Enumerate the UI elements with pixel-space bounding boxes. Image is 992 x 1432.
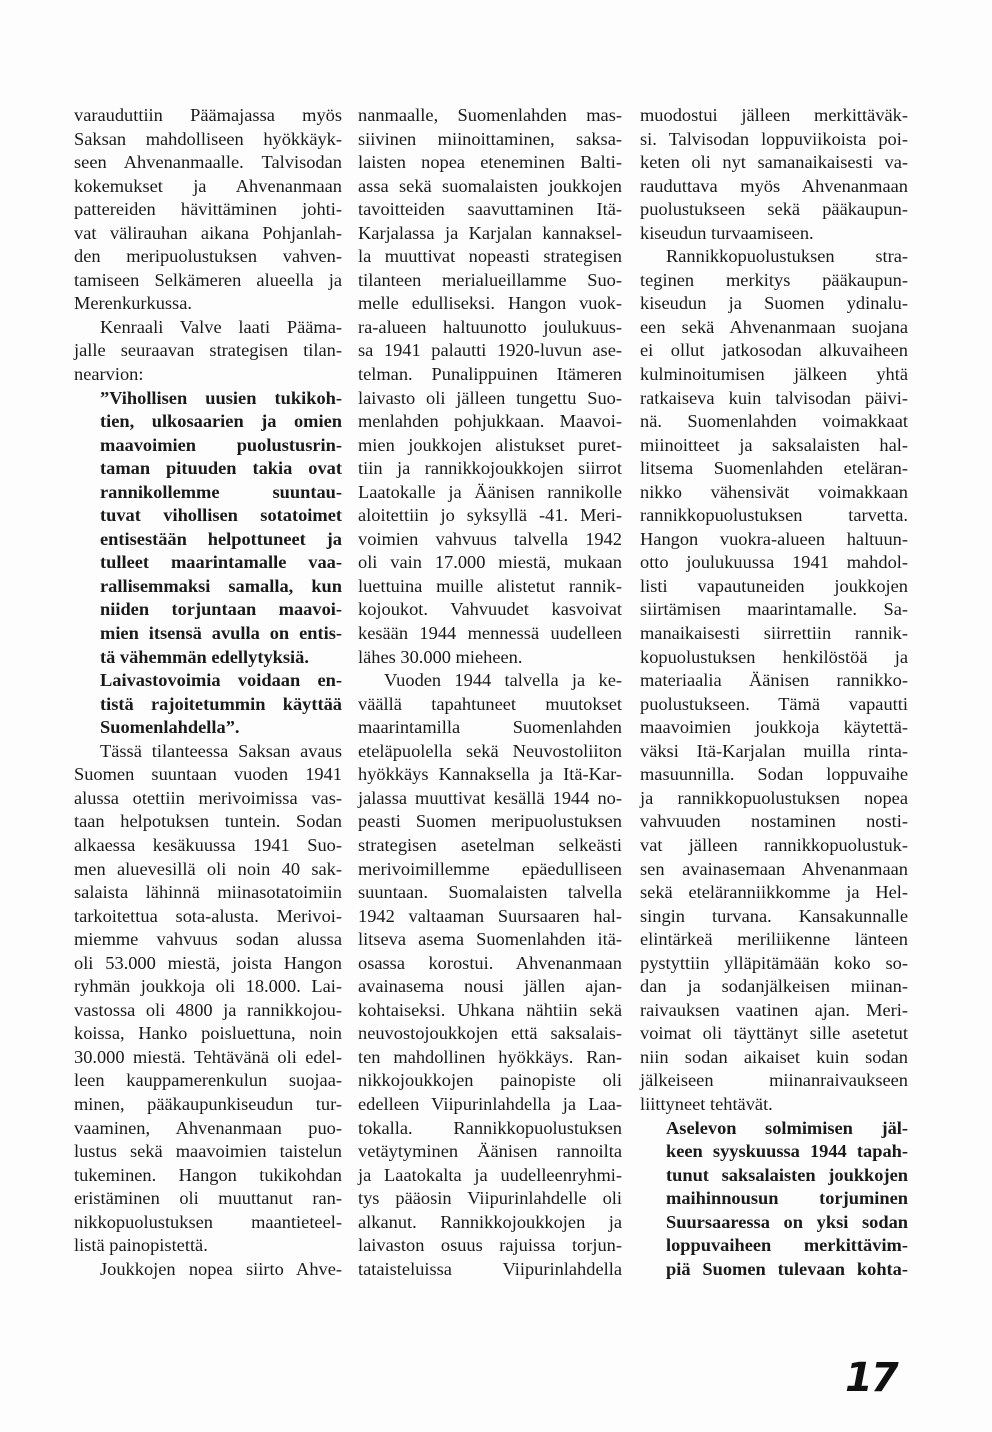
text-line: Merenkurkussa. <box>74 293 192 314</box>
text-line: luettuina muille alistetut rannik- <box>358 575 622 596</box>
text-line: tys pääosin Viipurinlahdelle oli <box>358 1188 622 1209</box>
text-line: tamiseen Selkämeren alueella ja <box>74 269 342 290</box>
text-line: tulleet maarintamalle vaa- <box>100 552 342 573</box>
text-line: kohtaiseksi. Uhkana nähtiin sekä <box>358 999 622 1020</box>
text-line: pystyttiin ylläpitämään koko so- <box>640 952 908 973</box>
text-line: niin sodan aikaiset kuin sodan <box>640 1046 908 1067</box>
text-line: raivauksen vaatinen ajan. Meri- <box>640 999 908 1020</box>
text-line: taan helpotuksen tuntein. Sodan <box>74 811 342 832</box>
text-line: Kenraali Valve laati Pääma- <box>100 316 342 337</box>
text-line: Suursaaressa on yksi sodan <box>666 1211 908 1232</box>
text-line: Laivastovoimia voidaan en- <box>100 670 342 691</box>
text-line: muodostui jälleen merkittäväk- <box>640 105 908 125</box>
text-line: jälkeiseen miinanraivaukseen <box>640 1070 908 1091</box>
text-line: assa sekä suomalaisten joukkojen <box>358 175 622 196</box>
text-line: si. Talvisodan loppuviikoista poi- <box>640 128 908 149</box>
text-line: vahvuuden nostaminen nosti- <box>640 811 908 832</box>
text-line: tä vähemmän edellytyksiä. <box>100 646 309 667</box>
text-line: oli vain 17.000 miestä, mukaan <box>358 552 622 573</box>
text-line: seen Ahvenanmaalle. Talvisodan <box>74 152 342 173</box>
text-line: tuvat vihollisen sotatoimet <box>100 505 342 526</box>
text-line: ei ollut jatkosodan alkuvaiheen <box>640 340 908 361</box>
text-line: kiseudun turvaamiseen. <box>640 222 814 243</box>
text-line: mien itsensä avulla on entis- <box>100 623 342 644</box>
text-line: Laatokalle ja Äänisen rannikolle <box>358 481 622 502</box>
text-line: tunut saksalaisten joukkojen <box>666 1164 908 1185</box>
text-line: aloitettiin jo syksyllä -41. Meri- <box>358 505 622 526</box>
text-line: minen, pääkaupunkiseudun tur- <box>74 1093 342 1114</box>
text-line: voimien vahvuus talvella 1942 <box>358 528 622 549</box>
text-line: oli 53.000 miestä, joista Hangon <box>74 952 342 973</box>
text-line: puolustukseen sekä pääkaupun- <box>640 199 908 220</box>
text-line: Suomenlahdella”. <box>100 717 240 738</box>
text-line: entisestään helpottuneet ja <box>100 528 342 549</box>
text-line: liittyneet tehtävät. <box>640 1093 773 1114</box>
text-line: pattereiden hävittäminen johti- <box>74 199 342 220</box>
text-line: lustus sekä maavoimien taistelun <box>74 1141 342 1162</box>
text-line: edelleen Viipurinlahdella ja Laa- <box>358 1093 622 1114</box>
text-line: vat jälleen rannikkopuolustuk- <box>640 834 908 855</box>
text-line: miemme vahvuus sodan alussa <box>74 929 342 950</box>
text-line: neuvostojoukkojen että saksalais- <box>358 1023 622 1044</box>
text-line: vastossa oli 4800 ja rannikkojou- <box>74 999 342 1020</box>
text-line: tistä rajoitetummin käyttää <box>100 693 342 714</box>
text-line: kesään 1944 mennessä uudelleen <box>358 623 622 644</box>
text-line: lähes 30.000 mieheen. <box>358 646 523 667</box>
text-line: Karjalassa ja Karjalan kannaksel- <box>358 222 622 243</box>
text-line: Rannikkopuolustuksen stra- <box>666 246 908 267</box>
text-line: voimat oli täyttänyt sille asetetut <box>640 1023 908 1044</box>
text-line: menlahden pohjukkaan. Maavoi- <box>358 411 622 432</box>
text-line: kokemukset ja Ahvenanmaan <box>74 175 342 196</box>
text-line: manaikaisesti siirrettiin rannik- <box>640 623 908 644</box>
text-line: niiden torjuntaan maavoi- <box>100 599 342 620</box>
text-line: ra-alueen haltuunotto joulukuus- <box>358 316 622 337</box>
text-line: piä Suomen tulevaan kohta- <box>666 1258 908 1279</box>
text-line: litsema Suomenlahden eteläran- <box>640 458 908 479</box>
text-line: tien, ulkosaarien ja omien <box>100 411 342 432</box>
text-line: keten oli nyt samanaikaisesti va- <box>640 152 908 173</box>
text-line: een sekä Ahvenanmaan suojana <box>640 316 908 337</box>
text-line: vat välirauhan aikana Pohjanlah- <box>74 222 342 243</box>
text-line: peasti Suomen meripuolustuksen <box>358 811 622 832</box>
text-line: jalassa muuttivat kesällä 1944 no- <box>358 787 622 808</box>
text-line: kulminoitumisen jälkeen yhtä <box>640 364 908 385</box>
text-line: kojoukot. Vahvuudet kasvoivat <box>358 599 622 620</box>
text-line: mien joukkojen alistukset puret- <box>358 434 622 455</box>
text-line: alkaessa kesäkuussa 1941 Suo- <box>74 834 342 855</box>
text-line: 1942 valtaaman Suursaaren hal- <box>358 905 622 926</box>
text-line: tiin ja rannikkojoukkojen siirrot <box>358 458 622 479</box>
text-line: salaista lähinnä miinasotatoimiin <box>74 882 342 903</box>
text-line: Saksan mahdolliseen hyökkäyk- <box>74 128 342 149</box>
text-line: suuntaan. Suomalaisten talvella <box>358 882 622 903</box>
text-line: dan ja sodanjälkeisen miinan- <box>640 976 908 997</box>
text-line: tukeminen. Hangon tukikohdan <box>74 1164 342 1185</box>
text-line: laisten nopea eteneminen Balti- <box>358 152 622 173</box>
text-line: nikkopuolustuksen maantieteel- <box>74 1211 342 1232</box>
text-line: 30.000 miestä. Tehtävänä oli edel- <box>74 1046 342 1067</box>
text-line: la muuttivat nopeasti strategisen <box>358 246 622 267</box>
text-line: loppuvaiheen merkittävim- <box>666 1235 908 1256</box>
text-column-1 <box>74 104 342 1281</box>
text-line: ja rannikkopuolustuksen nopea <box>640 787 908 808</box>
text-line: laivasto oli jälleen tungettu Suo- <box>358 387 622 408</box>
text-line: nanmaalle, Suomenlahden mas- <box>358 105 622 125</box>
text-line: sa 1941 palautti 1920-luvun ase- <box>358 340 622 361</box>
text-line: merivoimillemme epäedulliseen <box>358 858 622 879</box>
text-line: rannikkopuolustuksen tarvetta. <box>640 505 908 526</box>
text-line: tataisteluissa Viipurinlahdella <box>358 1258 622 1279</box>
text-line: taman pituuden takia ovat <box>100 458 342 479</box>
text-line: Tässä tilanteessa Saksan avaus <box>100 740 342 761</box>
text-line: Vuoden 1944 talvella ja ke- <box>384 670 622 691</box>
text-line: leen kauppamerenkulun suojaa- <box>74 1070 342 1091</box>
text-line: nikkojoukkojen painopiste oli <box>358 1070 622 1091</box>
text-line: laivaston osuus rajuissa torjun- <box>358 1235 622 1256</box>
text-line: kopuolustuksen henkilöstöä ja <box>640 646 908 667</box>
text-line: Joukkojen nopea siirto Ahve- <box>100 1258 342 1279</box>
text-line: kiseudun ja Suomen ydinalu- <box>640 293 908 314</box>
text-line: tokalla. Rannikkopuolustuksen <box>358 1117 622 1138</box>
text-line: listä painopistettä. <box>74 1235 208 1256</box>
text-line: telman. Punalippuinen Itämeren <box>358 364 622 385</box>
text-line: men aluevesillä oli noin 40 sak- <box>74 858 342 879</box>
text-line: strategisen asetelman selkeästi <box>358 834 622 855</box>
text-line: alussa otettiin merivoimissa vas- <box>74 787 342 808</box>
text-line: Suomen suuntaan vuoden 1941 <box>74 764 342 785</box>
text-line: rauduttava myös Ahvenanmaan <box>640 175 908 196</box>
text-line: materiaalia Äänisen rannikko- <box>640 670 908 691</box>
text-line: maihinnousun torjuminen <box>666 1188 908 1209</box>
text-line: Aselevon solmimisen jäl- <box>666 1117 908 1138</box>
text-line: sekä eteläranniikkomme ja Hel- <box>640 882 908 903</box>
text-line: alkanut. Rannikkojoukkojen ja <box>358 1211 622 1232</box>
text-line: ryhmän joukkoja oli 18.000. Lai- <box>74 976 342 997</box>
text-line: ten mahdollinen hyökkäys. Ran- <box>358 1046 622 1067</box>
text-line: varauduttiin Päämajassa myös <box>74 105 342 125</box>
text-line: eteläpuolella sekä Neuvostoliiton <box>358 740 622 761</box>
text-line: ratkaiseva kuin talvisodan päivi- <box>640 387 908 408</box>
text-line: väksi Itä-Karjalan muilla rinta- <box>640 740 908 761</box>
text-line: avainasema nousi jällen ajan- <box>358 976 622 997</box>
text-line: keen syyskuussa 1944 tapah- <box>666 1141 908 1162</box>
text-line: puolustukseen. Tämä vapautti <box>640 693 908 714</box>
text-line: vetäytyminen Äänisen rannoilta <box>358 1141 622 1162</box>
text-line: tilanteen merialueillamme Suo- <box>358 269 622 290</box>
text-line: maavoimien puolustusrin- <box>100 434 342 455</box>
text-line: nearvion: <box>74 364 144 385</box>
text-line: listi vapautuneiden joukkojen <box>640 575 908 596</box>
text-line: otto joulukuussa 1941 mahdol- <box>640 552 908 573</box>
text-column-3 <box>640 104 908 1281</box>
text-line: elintärkeä meriliikenne länteen <box>640 929 908 950</box>
text-line: Hangon vuokra-alueen haltuun- <box>640 528 908 549</box>
text-line: tarkoitettua sota-alusta. Merivoi- <box>74 905 342 926</box>
text-line: sen avainasemaan Ahvenanmaan <box>640 858 908 879</box>
text-line: singin turvana. Kansakunnalle <box>640 905 908 926</box>
text-line: rannikollemme suuntau- <box>100 481 342 502</box>
text-line: hyökkäys Kannaksella ja Itä-Kar- <box>358 764 622 785</box>
text-line: eristäminen oli muuttanut ran- <box>74 1188 342 1209</box>
text-line: masuunnilla. Sodan loppuvaihe <box>640 764 908 785</box>
text-line: miinoitteet ja saksalaisten hal- <box>640 434 908 455</box>
text-column-2 <box>358 104 622 1281</box>
text-line: osassa korostui. Ahvenanmaan <box>358 952 622 973</box>
text-line: väällä tapahtuneet muutokset <box>358 693 622 714</box>
text-line: ja Laatokalta ja uudelleenryhmi- <box>358 1164 622 1185</box>
text-line: litseva asema Suomenlahden itä- <box>358 929 622 950</box>
text-line: nikko vähensivät voimakkaan <box>640 481 908 502</box>
text-line: melle edulliseksi. Hangon vuok- <box>358 293 622 314</box>
text-line: tavoitteiden saavuttaminen Itä- <box>358 199 622 220</box>
page-number: 17 <box>845 1355 897 1401</box>
text-line: maavoimien joukkoja käytettä- <box>640 717 908 738</box>
text-line: siivinen miinoittaminen, saksa- <box>358 128 622 149</box>
text-line: teginen merkitys pääkaupun- <box>640 269 908 290</box>
text-line: den meripuolustuksen vahven- <box>74 246 342 267</box>
text-line: rallisemmaksi samalla, kun <box>100 575 342 596</box>
text-line: koissa, Hanko poisluettuna, noin <box>74 1023 342 1044</box>
text-line: jalle seuraavan strategisen tilan- <box>74 340 342 361</box>
text-line: siirtämisen maarintamalle. Sa- <box>640 599 908 620</box>
text-line: nä. Suomenlahden voimakkaat <box>640 411 908 432</box>
text-line: ”Vihollisen uusien tukikoh- <box>100 387 342 408</box>
text-line: maarintamilla Suomenlahden <box>358 717 622 738</box>
text-line: vaaminen, Ahvenanmaan puo- <box>74 1117 342 1138</box>
